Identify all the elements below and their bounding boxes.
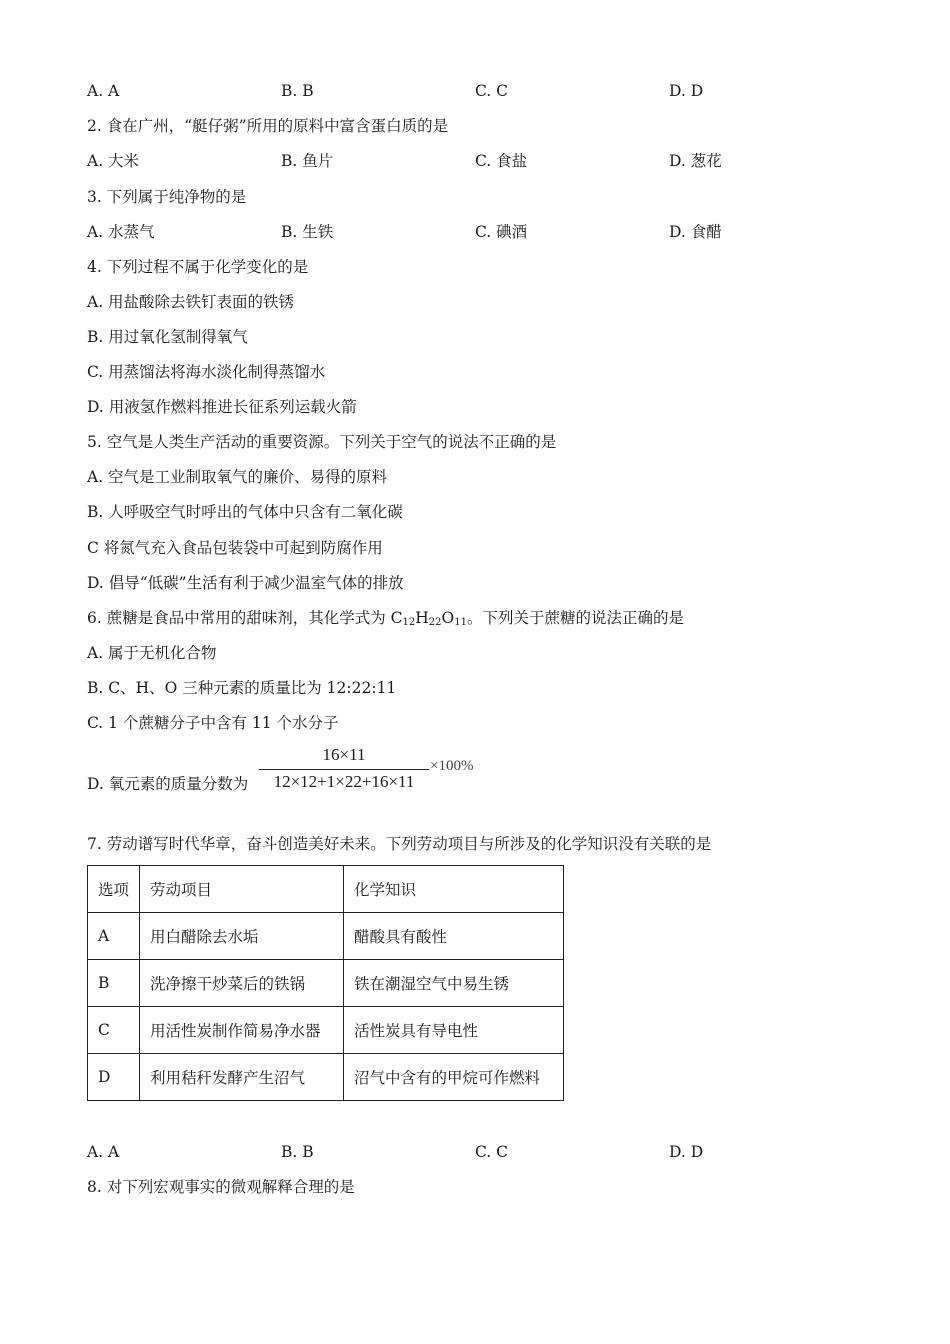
q3-option-a: A. 水蒸气 xyxy=(87,223,155,241)
q2-option-a: A. 大米 xyxy=(87,152,140,170)
q4-option-d: D. 用液氢作燃料推进长征系列运载火箭 xyxy=(87,398,357,416)
table-cell: C xyxy=(88,1007,140,1054)
q3-option-b: B. 生铁 xyxy=(281,223,334,241)
q6-stem: 6. 蔗糖是食品中常用的甜味剂，其化学式为 $C_{12}H_{22}O_{11}$。下列关于蔗糖的说法正确的是 xyxy=(87,609,684,628)
fraction-numerator: 16×11 xyxy=(322,745,366,764)
q6-option-a: A. 属于无机化合物 xyxy=(87,644,217,662)
q7-option-c: C. C xyxy=(475,1143,509,1161)
header-cell: 劳动项目 xyxy=(140,866,344,913)
q4-option-c: C. 用蒸馏法将海水淡化制得蒸馏水 xyxy=(87,363,326,381)
table-cell: 铁在潮湿空气中易生锈 xyxy=(344,960,564,1007)
table-cell: 用白醋除去水垢 xyxy=(140,913,344,960)
q7-stem: 7. 劳动谱写时代华章，奋斗创造美好未来。下列劳动项目与所涉及的化学知识没有关联的是 xyxy=(87,835,712,853)
table-cell: B xyxy=(88,960,140,1007)
q5-option-c: C 将氮气充入食品包装袋中可起到防腐作用 xyxy=(87,539,383,557)
q1-option-a: A. A xyxy=(87,82,120,100)
table-cell: 活性炭具有导电性 xyxy=(344,1007,564,1054)
table-cell: D xyxy=(88,1054,140,1101)
q7-option-d: D. D xyxy=(669,1143,704,1161)
q8-stem: 8. 对下列宏观事实的微观解释合理的是 xyxy=(87,1178,355,1196)
q2-option-b: B. 鱼片 xyxy=(281,152,334,170)
q5-stem: 5. 空气是人类生产活动的重要资源。下列关于空气的说法不正确的是 xyxy=(87,433,557,451)
fraction-bar xyxy=(259,769,429,770)
table-cell: A xyxy=(88,913,140,960)
table-cell: 利用秸秆发酵产生沼气 xyxy=(140,1054,344,1101)
q4-option-b: B. 用过氧化氢制得氧气 xyxy=(87,328,248,346)
table-cell: 用活性炭制作简易净水器 xyxy=(140,1007,344,1054)
q7-option-b: B. B xyxy=(281,1143,314,1161)
q3-stem: 3. 下列属于纯净物的是 xyxy=(87,188,247,206)
q1-option-d: D. D xyxy=(669,82,704,100)
q7-option-a: A. A xyxy=(87,1143,120,1161)
table-row xyxy=(88,960,564,1007)
table-cell: 洗净擦干炒菜后的铁锅 xyxy=(140,960,344,1007)
q2-option-c: C. 食盐 xyxy=(475,152,528,170)
table-row xyxy=(88,1054,564,1101)
q6-option-b: B. C、H、O 三种元素的质量比为 12:22:11 xyxy=(87,679,397,697)
q1-option-b: B. B xyxy=(281,82,314,100)
q6-option-c: C. 1 个蔗糖分子中含有 11 个水分子 xyxy=(87,714,339,732)
q5-option-a: A. 空气是工业制取氧气的廉价、易得的原料 xyxy=(87,468,388,486)
q1-option-c: C. C xyxy=(475,82,509,100)
fraction-multiplier: ×100% xyxy=(430,758,474,774)
table-cell: 醋酸具有酸性 xyxy=(344,913,564,960)
table-row xyxy=(88,1007,564,1054)
table-header-row xyxy=(88,866,564,913)
q3-option-d: D. 食醋 xyxy=(669,223,722,241)
fraction-denominator: 12×12+1×22+16×11 xyxy=(273,772,415,791)
q7-table xyxy=(87,865,564,1101)
table-cell: 沼气中含有的甲烷可作燃料 xyxy=(344,1054,564,1101)
q5-option-b: B. 人呼吸空气时呼出的气体中只含有二氧化碳 xyxy=(87,503,403,521)
q2-stem: 2. 食在广州，“艇仔粥”所用的原料中富含蛋白质的是 xyxy=(87,117,449,135)
q4-stem: 4. 下列过程不属于化学变化的是 xyxy=(87,258,309,276)
q5-option-d: D. 倡导“低碳”生活有利于减少温室气体的排放 xyxy=(87,574,404,592)
q4-option-a: A. 用盐酸除去铁钉表面的铁锈 xyxy=(87,293,295,311)
q2-option-d: D. 葱花 xyxy=(669,152,722,170)
q3-option-c: C. 碘酒 xyxy=(475,223,528,241)
header-cell: 选项 xyxy=(88,866,140,913)
table-row xyxy=(88,913,564,960)
q6-option-d-label: D. 氧元素的质量分数为 xyxy=(87,775,249,793)
header-cell: 化学知识 xyxy=(344,866,564,913)
